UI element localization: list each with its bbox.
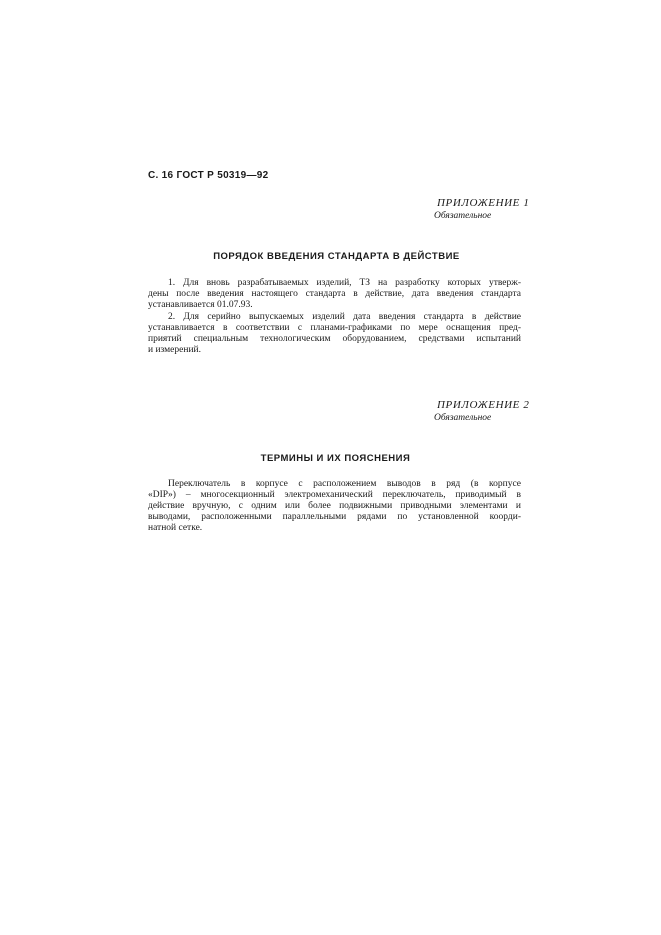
text-line: и измерений. (148, 345, 201, 355)
text-line: выводами, расположенными параллельными рядами по установленной коорди- (148, 512, 521, 522)
appendix-2-note: Обязательное (434, 413, 492, 423)
text-line: натной сетке. (148, 523, 203, 533)
text-line: приятий специальным технологическим оборудованием, средствами испытаний (148, 334, 521, 344)
appendix-1-note: Обязательное (434, 211, 492, 221)
text-line: дены после введения настоящего стандарта в действие, дата введения стандарта (148, 289, 521, 299)
text-line: действие вручную, с одним или более подвижными приводными элементами и (148, 501, 521, 511)
appendix-1-label: ПРИЛОЖЕНИЕ 1 (437, 197, 530, 209)
text-line: устанавливается 01.07.93. (148, 300, 253, 310)
text-line: 1. Для вновь разрабатываемых изделий, ТЗ на разработку которых утверж- (168, 278, 521, 288)
running-head: С. 16 ГОСТ Р 50319—92 (148, 170, 269, 181)
text-line: Переключатель в корпусе с расположением выводов в ряд (в корпусе (168, 479, 521, 489)
text-line: «DIP») – многосекционный электромеханический переключатель, приводимый в (148, 490, 521, 500)
appendix-2-paragraph-1 (148, 479, 521, 534)
appendix-1-title: ПОРЯДОК ВВЕДЕНИЯ СТАНДАРТА В ДЕЙСТВИЕ (213, 251, 460, 262)
appendix-2-label: ПРИЛОЖЕНИЕ 2 (437, 399, 530, 411)
text-line: 2. Для серийно выпускаемых изделий дата введения стандарта в действие (168, 312, 521, 322)
text-line: устанавливается в соответствии с планами-графиками по мере оснащения пред- (148, 323, 521, 333)
appendix-2-title: ТЕРМИНЫ И ИХ ПОЯСНЕНИЯ (260, 453, 411, 464)
appendix-1-paragraph-1 (148, 278, 521, 311)
appendix-1-paragraph-2 (148, 312, 521, 356)
